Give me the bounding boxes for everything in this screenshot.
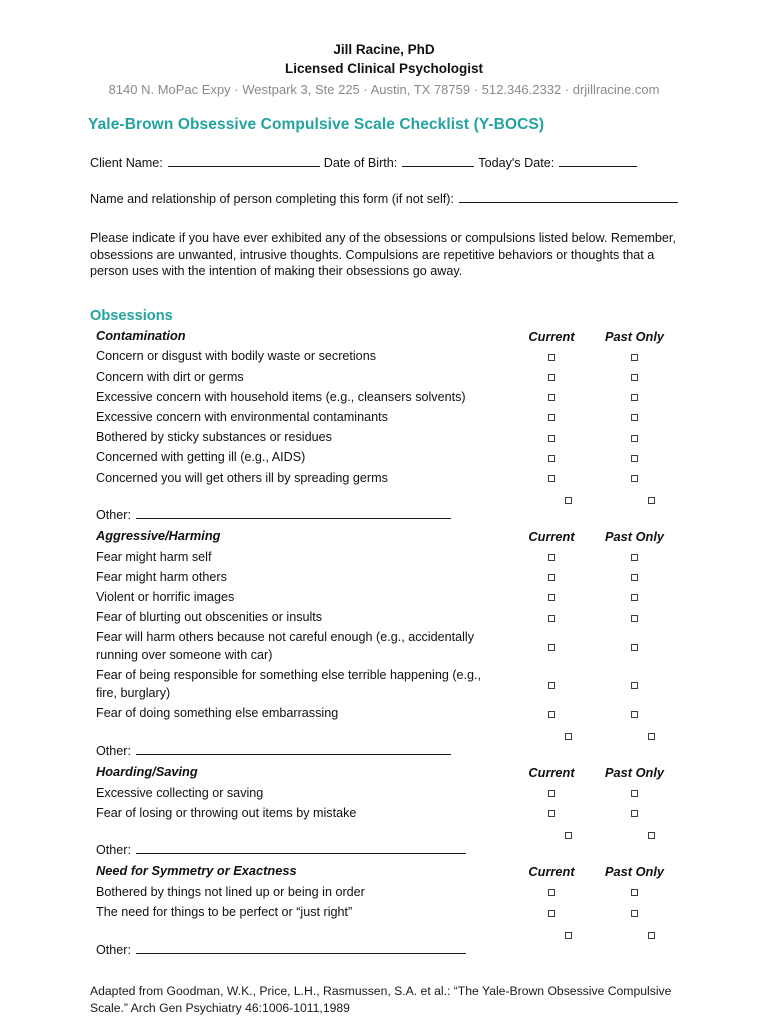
checkbox-past-only[interactable] [631,354,638,361]
checklist-row [96,468,676,488]
checkbox-past-only[interactable] [631,810,638,817]
other-input[interactable] [136,743,451,755]
checkbox-current[interactable] [548,594,555,601]
checkbox-past-only[interactable] [648,733,655,740]
checklist-row [96,803,676,823]
checkbox-current[interactable] [548,682,555,689]
checkbox-past-only[interactable] [631,682,638,689]
current-cell [510,550,593,564]
checkbox-current[interactable] [565,733,572,740]
past-only-cell [593,707,676,721]
past-only-cell [610,927,693,945]
subsection-title: Need for Symmetry or Exactness [96,863,297,879]
past-only-cell [610,728,693,746]
current-cell [510,707,593,721]
current-cell [510,410,593,424]
checkbox-past-only[interactable] [648,932,655,939]
page-title: Yale-Brown Obsessive Compulsive Scale Checklist (Y-BOCS) [88,116,545,133]
item-label: Concerned with getting ill (e.g., AIDS) [96,450,306,465]
past-only-cell [593,905,676,919]
checklist-row [96,704,676,724]
subsection-header [96,526,676,547]
checkbox-past-only[interactable] [631,435,638,442]
checklist-row [96,567,676,587]
checklist-row [96,347,676,367]
past-only-cell [593,451,676,465]
column-header-current: Current [528,864,575,880]
practitioner-credential: Licensed Clinical Psychologist [284,61,484,76]
checkbox-past-only[interactable] [631,790,638,797]
checklist-row [96,628,676,666]
checkbox-current[interactable] [548,910,555,917]
item-label: Fear of being responsible for something else terrible happening (e.g., fire, burglary) [96,668,482,700]
practice-contact-line: 8140 N. MoPac Expy · Westpark 3, Ste 225 · Austin, TX 78759 · 512.346.2332 · drjillracine.com [108,82,660,97]
current-cell [510,451,593,465]
form-fields [90,154,768,208]
current-cell [527,827,610,845]
item-label: Fear of blurting out obscenities or insults [96,610,323,625]
checkbox-past-only[interactable] [631,475,638,482]
todays-date-label: Today's Date: [478,156,555,170]
other-label: Other: [96,942,131,957]
checklist-row [96,783,676,803]
checkbox-current[interactable] [565,497,572,504]
identity-field-row [90,154,768,172]
item-label: Bothered by things not lined up or being in order [96,885,365,900]
subsection-title: Contamination [96,327,186,343]
past-only-cell [593,471,676,485]
other-checkboxes [516,927,693,945]
checklist-row [96,387,676,407]
other-row [96,724,676,762]
past-only-cell [593,610,676,624]
past-only-cell [593,786,676,800]
date-of-birth-label: Date of Birth: [323,156,398,170]
checkbox-current[interactable] [548,711,555,718]
letterhead [0,0,768,100]
item-label: Fear might harm self [96,549,212,564]
current-cell [510,678,593,692]
other-input[interactable] [136,507,451,519]
current-cell [510,390,593,404]
current-cell [510,885,593,899]
checkbox-current[interactable] [565,932,572,939]
section-heading-obsessions: Obsessions [90,307,173,324]
current-cell [527,927,610,945]
checkbox-current[interactable] [548,615,555,622]
subsection-title: Hoarding/Saving [96,764,198,780]
other-label: Other: [96,743,131,758]
current-cell [510,806,593,820]
relationship-input[interactable] [459,190,678,203]
current-cell [510,430,593,444]
other-input[interactable] [136,942,466,954]
past-only-cell [593,806,676,820]
past-only-cell [593,590,676,604]
client-name-input[interactable] [168,154,320,167]
checkbox-past-only[interactable] [631,414,638,421]
checkbox-past-only[interactable] [631,455,638,462]
checkbox-current[interactable] [548,374,555,381]
item-label: Excessive concern with household items (e.g., cleansers solvents) [96,389,466,404]
past-only-cell [593,350,676,364]
past-only-cell [593,570,676,584]
item-label: Fear might harm others [96,569,227,584]
item-label: Excessive concern with environmental contaminants [96,409,388,424]
subsection-header [96,762,676,783]
current-cell [510,590,593,604]
other-row [96,823,676,861]
subsection-title: Aggressive/Harming [96,528,221,544]
checklist-row [96,447,676,467]
checkbox-current[interactable] [548,435,555,442]
other-line [96,842,466,857]
item-label: Bothered by sticky substances or residues [96,430,332,445]
past-only-cell [610,492,693,510]
past-only-cell [593,370,676,384]
past-only-cell [593,678,676,692]
item-label: Violent or horrific images [96,590,235,605]
item-label: The need for things to be perfect or “just right” [96,905,353,920]
other-line [96,743,451,758]
checkbox-current[interactable] [548,554,555,561]
checkbox-past-only[interactable] [631,394,638,401]
checkbox-past-only[interactable] [631,889,638,896]
practitioner-name: Jill Racine, PhD [333,42,435,57]
checkbox-past-only[interactable] [648,497,655,504]
past-only-cell [593,430,676,444]
checkbox-past-only[interactable] [631,574,638,581]
checkbox-past-only[interactable] [648,832,655,839]
other-line [96,942,466,957]
item-label: Fear of doing something else embarrassing [96,706,339,721]
column-header-past-only: Past Only [604,528,665,544]
past-only-cell [593,885,676,899]
checkbox-past-only[interactable] [631,554,638,561]
column-header-past-only: Past Only [604,764,665,780]
other-row [96,488,676,526]
subsection-header [96,326,676,347]
item-label: Concerned you will get others ill by spreading germs [96,470,388,485]
checkbox-current[interactable] [548,889,555,896]
other-line [96,507,451,522]
current-cell [510,610,593,624]
past-only-cell [610,827,693,845]
checkbox-past-only[interactable] [631,374,638,381]
column-header-current: Current [528,328,575,344]
checkbox-current[interactable] [548,394,555,401]
other-input[interactable] [136,842,466,854]
current-cell [510,786,593,800]
current-cell [510,570,593,584]
checkbox-current[interactable] [548,644,555,651]
checklist-row [96,587,676,607]
other-label: Other: [96,507,131,522]
item-label: Fear of losing or throwing out items by mistake [96,805,357,820]
current-cell [510,471,593,485]
past-only-cell [593,390,676,404]
other-checkboxes [516,827,693,845]
item-label: Concern with dirt or germs [96,369,244,384]
subsection-header [96,861,676,882]
date-of-birth-input[interactable] [402,154,474,167]
other-label: Other: [96,843,131,858]
current-cell [510,905,593,919]
checklist-row [96,427,676,447]
checkbox-current[interactable] [548,455,555,462]
source-citation: Adapted from Goodman, W.K., Price, L.H., Rasmussen, S.A. et al.: “The Yale-Brown Obsessive Compulsive Scale.” Arch Gen Psychiatry 46:1006-1011,1989 [90,983,672,1015]
checklist-row [96,902,676,922]
checkbox-past-only[interactable] [631,594,638,601]
current-cell [510,640,593,654]
relationship-label: Name and relationship of person completing this form (if not self): [90,192,454,206]
checkbox-current[interactable] [548,475,555,482]
item-label: Excessive collecting or saving [96,785,264,800]
past-only-cell [593,550,676,564]
checkbox-current[interactable] [548,790,555,797]
client-name-label: Client Name: [90,156,163,170]
item-label: Concern or disgust with bodily waste or secretions [96,349,376,364]
checklist-row [96,607,676,627]
checkbox-current[interactable] [548,574,555,581]
checkbox-current[interactable] [548,810,555,817]
column-header-past-only: Past Only [604,328,665,344]
obsessions-checklist [96,326,676,961]
checklist-row [96,666,676,704]
other-checkboxes [516,492,693,510]
checkbox-past-only[interactable] [631,615,638,622]
todays-date-input[interactable] [559,154,637,167]
checklist-row [96,882,676,902]
item-label: Fear will harm others because not careful enough (e.g., accidentally running over someone with car) [96,630,475,662]
checkbox-current[interactable] [548,414,555,421]
other-row [96,923,676,961]
checklist-row [96,407,676,427]
checkbox-current[interactable] [565,832,572,839]
current-cell [527,492,610,510]
relationship-field-row [90,190,768,208]
current-cell [510,350,593,364]
other-checkboxes [516,728,693,746]
checkbox-current[interactable] [548,354,555,361]
current-cell [510,370,593,384]
checkbox-past-only[interactable] [631,910,638,917]
column-header-current: Current [528,764,575,780]
past-only-cell [593,410,676,424]
checklist-row [96,547,676,567]
column-header-current: Current [528,528,575,544]
current-cell [527,728,610,746]
checkbox-past-only[interactable] [631,711,638,718]
column-header-past-only: Past Only [604,864,665,880]
checkbox-past-only[interactable] [631,644,638,651]
checklist-row [96,367,676,387]
instructions-paragraph: Please indicate if you have ever exhibited any of the obsessions or compulsions listed below. Remember, obsessions are unwanted, intrusive thoughts. Compulsions are repetitive behaviors or thoughts that a person uses with the intention of making their obsessions go away. [90,231,676,278]
past-only-cell [593,640,676,654]
